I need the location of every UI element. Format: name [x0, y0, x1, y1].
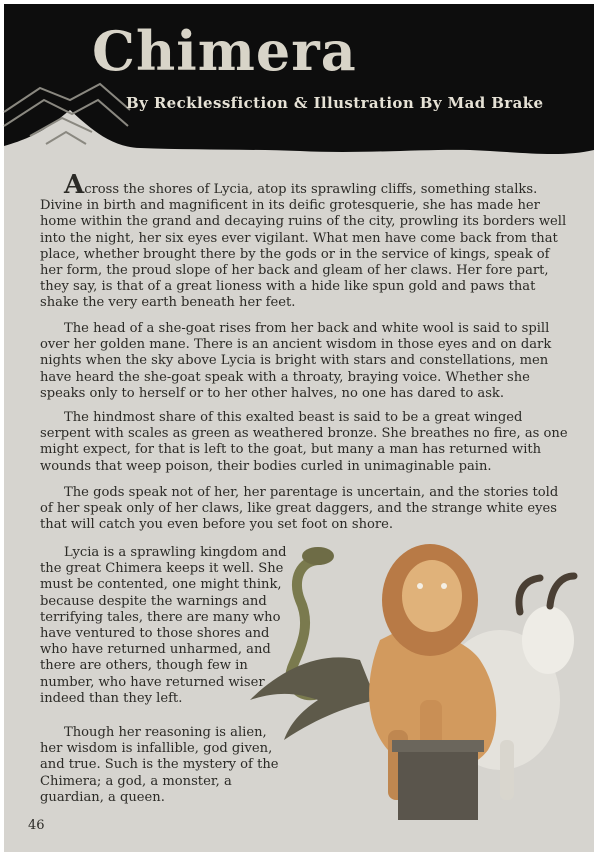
paragraph-3: The hindmost share of this exalted beast is said to be a great winged serpent with scales as green as weathered bronze. She breathes no fire, as one might expect, for that is left to the goat, but many a man has returned with wounds that weep poison, their bodies curled in unimaginable pain.	[40, 410, 568, 474]
paragraph-4: The gods speak not of her, her parentage is uncertain, and the stories told of her speak only of her claws, like great daggers, and the strange white eyes that will catch you even before you set foot on shore.	[40, 485, 559, 533]
goat-leg	[500, 740, 514, 800]
page-title: Chimera	[92, 19, 357, 83]
drop-cap: A	[64, 170, 85, 200]
serpent-head	[302, 547, 334, 565]
lion-eye-right	[441, 583, 447, 589]
lion-face	[402, 560, 462, 632]
goat-horn-right	[550, 576, 574, 606]
paragraph-6: Though her reasoning is alien, her wisdom is infallible, god given, and true. Such is the mystery of the Chimera; a god, a monster, a guardian, a queen.	[40, 725, 279, 805]
goat-horn-left	[519, 578, 540, 612]
paragraph-2: The head of a she-goat rises from her back and white wool is said to spill over her golden mane. There is an ancient wisdom in those eyes and on dark nights when the sky above Lycia is bright with stars and constellations, men have heard the she-goat speak with a throaty, braying voice. Whether she speaks only to herself or to her other halves, no one has dared to ask.	[40, 321, 552, 401]
lion-eye-left	[417, 583, 423, 589]
stone-pedestal	[398, 746, 478, 820]
paragraph-1-text: cross the shores of Lycia, atop its sprawling cliffs, something stalks. Divine in birth and magnificent in its deific grotesquerie, she has made her home within the grand and decaying ruins of the city, prowling its borders well into the night, her six eyes ever vigilant. What men have come back from that place, whether brought there by the gods or in the service of kings, speak of her form, the proud slope of her back and gleam of her claws. Her fore part, they say, is that of a great lioness with a hide like spun gold and paws that shake the very earth beneath her feet.	[40, 182, 567, 311]
page-number: 46	[28, 818, 45, 833]
stone-pedestal-top	[392, 740, 484, 752]
paragraph-5: Lycia is a sprawling kingdom and the great Chimera keeps it well. She must be contented, one might think, because despite the warnings and terrifying tales, there are many who have ventured to those shores and who have returned unharmed, and there are others, though few in number, who have returned wiser indeed than they left.	[40, 545, 287, 706]
goat-head	[522, 606, 574, 674]
byline: By Recklessfiction & Illustration By Mad Brake	[126, 94, 544, 112]
